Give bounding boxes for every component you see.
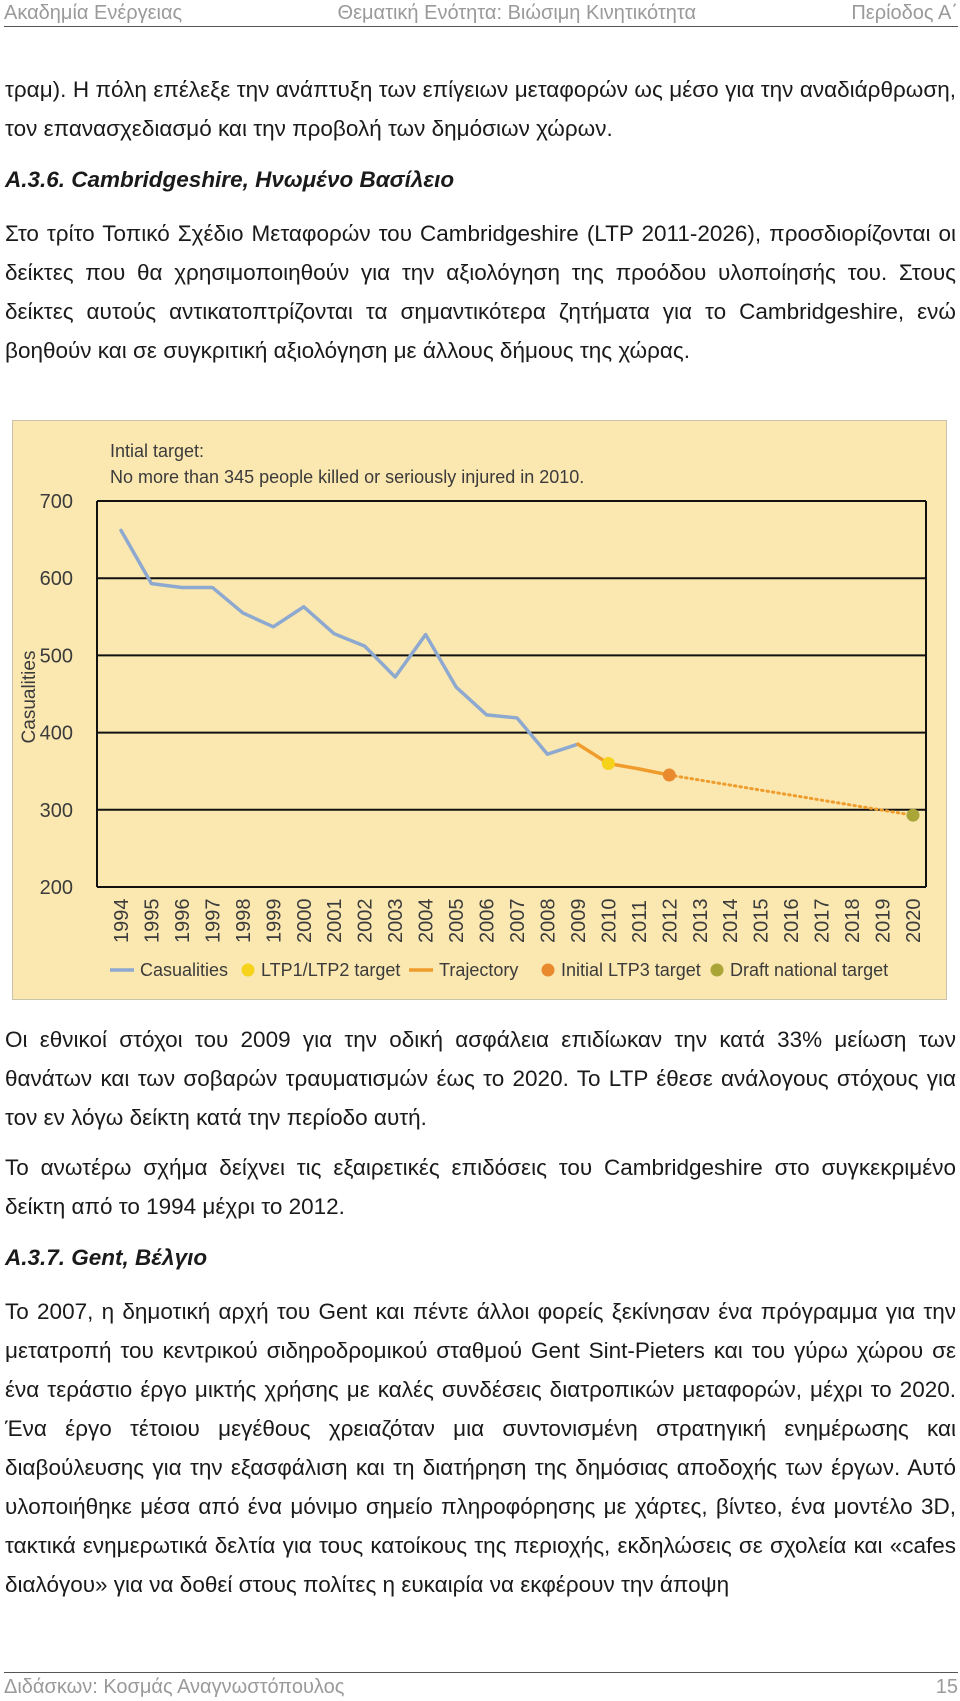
x-tick-label: 1994 — [111, 898, 133, 943]
series-line-casualities — [121, 530, 578, 754]
x-tick-label: 2015 — [750, 898, 773, 943]
y-tick-label: 700 — [39, 491, 73, 513]
x-tick-label: 1998 — [232, 898, 255, 943]
legend-label: LTP1/LTP2 target — [261, 960, 401, 980]
legend-dot-swatch — [711, 964, 724, 977]
y-tick-label: 600 — [39, 568, 73, 591]
x-tick-label: 2006 — [476, 898, 499, 943]
legend-label: Casualities — [140, 960, 229, 980]
x-tick-label: 2010 — [598, 898, 621, 943]
casualties-chart — [13, 421, 946, 999]
x-tick-label: 1996 — [171, 898, 194, 943]
section-heading-cambridgeshire: Α.3.6. Cambridgeshire, Ηνωμένο Βασίλειο — [5, 167, 455, 192]
running-header — [4, 0, 958, 27]
header-center: Θεματική Ενότητα: Βιώσιμη Κινητικότητα — [337, 1, 697, 24]
target-marker-ltp1-ltp2-target — [602, 757, 615, 770]
legend-dot-swatch — [242, 964, 255, 977]
legend-label: Initial LTP3 target — [561, 960, 701, 980]
page-number: 15 — [935, 1675, 958, 1698]
paragraph-intro: τραμ). Η πόλη επέλεξε την ανάπτυξη των επίγειων μεταφορών ως μέσο για την αναδιάρθρωση, τον επανασχεδιασμό και την προβολή των δημόσιων χώρων. — [5, 77, 956, 141]
paragraph-targets: Οι εθνικοί στόχοι του 2009 για την οδική ασφάλεια επιδίωκαν την κατά 33% μείωση των θανάτων και των σοβαρών τραυματισμών έως το 2020. Το LTP έθεσε ανάλογους στόχους για τον εν λόγω δείκτη κατά την περίοδο αυτή. — [5, 1027, 956, 1130]
footer-lecturer: Διδάσκων: Κοσμάς Αναγνωστόπουλος — [4, 1675, 345, 1698]
target-marker-initial-ltp3-target — [663, 769, 676, 782]
x-tick-label: 2011 — [628, 899, 651, 943]
y-tick-label: 400 — [39, 722, 73, 745]
y-tick-label: 500 — [39, 645, 73, 668]
x-tick-label: 1999 — [263, 898, 286, 943]
x-tick-label: 2018 — [842, 898, 865, 943]
x-tick-label: 2016 — [781, 898, 804, 943]
x-tick-label: 2014 — [720, 898, 743, 943]
x-tick-label: 2004 — [415, 898, 438, 943]
x-tick-label: 2019 — [872, 898, 895, 943]
x-tick-label: 2001 — [324, 898, 347, 943]
x-tick-label: 2003 — [385, 898, 408, 943]
y-tick-label: 300 — [39, 799, 73, 822]
paragraph-cambridgeshire: Στο τρίτο Τοπικό Σχέδιο Μεταφορών του Cambridgeshire (LTP 2011-2026), προσδιορίζονται οι δείκτες που θα χρησιμοποιηθούν για την αξιολόγηση της προόδου υλοποίησής του. Στους δείκτες αυτούς αντικατοπτρίζονται τα σημαντικότερα ζητήματα για το Cambridgeshire, ενώ βοηθούν και σε συγκριτική αξιολόγηση με άλλους δήμους της χώρας. — [5, 221, 956, 363]
x-tick-label: 2000 — [293, 898, 316, 943]
chart-annotation-line1: Intial target: — [110, 441, 205, 461]
target-marker-draft-national-target — [907, 809, 920, 822]
legend-dot-swatch — [542, 964, 555, 977]
x-tick-label: 2005 — [446, 898, 469, 943]
header-left: Ακαδημία Ενέργειας — [4, 1, 183, 24]
x-tick-label: 2007 — [507, 898, 529, 943]
series-line-trajectory — [578, 744, 669, 775]
legend-label: Draft national target — [730, 960, 889, 980]
x-tick-label: 2012 — [659, 898, 682, 943]
y-tick-label: 200 — [39, 877, 73, 899]
x-tick-label: 1995 — [141, 898, 164, 943]
casualties-chart-figure — [12, 420, 947, 1000]
x-tick-label: 1997 — [202, 898, 225, 943]
legend-label: Trajectory — [439, 960, 519, 980]
x-tick-label: 2002 — [354, 898, 377, 943]
section-heading-gent: Α.3.7. Gent, Βέλγιο — [5, 1245, 208, 1270]
running-footer — [4, 1672, 958, 1701]
x-tick-label: 2009 — [567, 898, 590, 943]
x-tick-label: 2008 — [537, 898, 560, 943]
chart-annotation-line2: No more than 345 people killed or seriously injured in 2010. — [110, 467, 585, 487]
x-tick-label: 2013 — [689, 898, 712, 943]
x-tick-label: 2020 — [903, 898, 925, 943]
paragraph-gent: Το 2007, η δημοτική αρχή του Gent και πέντε άλλοι φορείς ξεκίνησαν ένα πρόγραμμα για την μετατροπή του κεντρικού σιδηροδρομικού σταθμού Gent Sint-Pieters και του γύρω χώρου σε ένα τεράστιο έργο μικτής χρήσης με καλές συνδέσεις διατροπικών μεταφορών, μέχρι το 2020. Ένα έργο τέτοιου μεγέθους χρειαζόταν μια συντονισμένη στρατηγική ενημέρωσης και διαβούλευσης για την εξασφάλιση και τη διατήρηση της δημόσιας αποδοχής των έργων. Αυτό υλοποιήθηκε μέσα από ένα μόνιμο σημείο πληροφόρησης με χάρτες, βίντεο, ένα μοντέλο 3D, τακτικά ενημερωτικά δελτία για τους κατοίκους της περιοχής, εκδηλώσεις σε σχολεία και «cafes διαλόγου» για να δοθεί στους πολίτες η ευκαιρία να εκφέρουν την άποψη — [5, 1299, 956, 1597]
y-axis-label: Casualities — [19, 650, 40, 744]
paragraph-figure-comment: Το ανωτέρω σχήμα δείχνει τις εξαιρετικές επιδόσεις του Cambridgeshire στο συγκεκριμένο δείκτη από το 1994 μέχρι το 2012. — [5, 1155, 956, 1219]
header-right: Περίοδος Α΄ — [851, 1, 958, 24]
x-tick-label: 2017 — [811, 898, 834, 943]
